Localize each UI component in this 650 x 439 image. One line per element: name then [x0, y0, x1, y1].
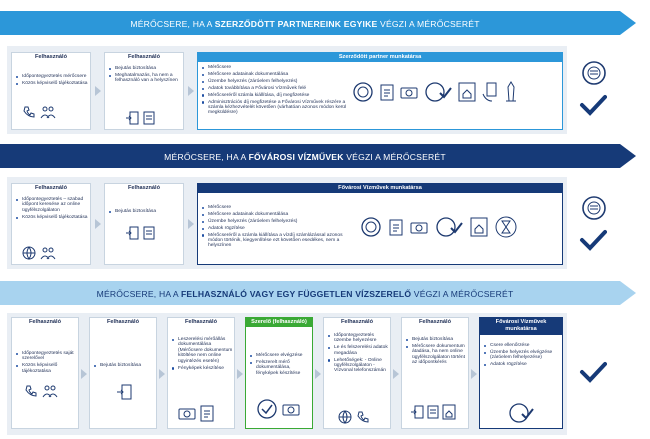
list-item: Bejutás biztosítása	[100, 363, 156, 368]
list-item: Közös képviselő tájékoztatása	[22, 81, 90, 86]
door-icon	[410, 405, 424, 419]
section-2-banner	[0, 141, 650, 171]
list-item: Leszerelési mérőállás dokumentálása (Mérőcsere dokumentum kitöltése nem online ügyintézés esetén)	[178, 337, 233, 364]
card-header: Felhasználó	[34, 54, 68, 60]
document-icon	[143, 111, 155, 125]
s2-card-fv	[197, 183, 563, 265]
section-3-panel	[7, 313, 650, 435]
list-item: Csere ellenőrzése	[490, 343, 562, 348]
section-1-banner	[0, 8, 650, 38]
meter-check-icon	[256, 398, 278, 420]
house-document-icon	[442, 404, 456, 420]
clipboard-icon	[389, 218, 403, 236]
list-item: Mérőcsere adatainak dokumentálása	[208, 212, 358, 217]
result-meter-icon	[581, 60, 607, 86]
list-item: Közös képviselő tájékoztatása	[22, 215, 90, 220]
list-item: Meghatalmazás, ha nem a felhasználó van a helyszínen	[115, 73, 183, 84]
list-item: Bejutás biztosítása	[115, 209, 183, 214]
flow-chevron	[95, 86, 101, 96]
list-item: Fényképek készítése	[178, 366, 234, 371]
s1-card-user-1	[11, 52, 91, 130]
list-item: Mérőcsere	[208, 65, 348, 70]
list-item: Üzembe helyezés (záróelem felhelyezés)	[208, 219, 358, 224]
result-meter-icon	[581, 195, 607, 221]
list-item: Mérőcsere elvégzése	[256, 353, 312, 358]
people-icon	[40, 246, 56, 260]
list-item: Lehetőségek: - Online ügyfélszolgálaton - Vízvonal telefonszámán	[334, 358, 390, 374]
house-document-icon	[458, 82, 476, 102]
meter-check-icon	[435, 216, 463, 238]
list-item: Mérőcsere dokumentum átadása, ha nem online ügyfélszolgálaton történt az időpontkérés	[412, 344, 468, 366]
water-meter-icon	[360, 216, 382, 238]
s3-card-2	[89, 317, 157, 429]
s3-card-7	[479, 317, 563, 429]
s3-card-5	[323, 317, 391, 429]
card-header: Felhasználó	[418, 319, 452, 325]
list-item: Le és felszerelési adatok megadása	[334, 345, 390, 356]
s2-card-user-1	[11, 183, 91, 265]
section-1-panel	[7, 46, 650, 134]
section-1-title: MÉRŐCSERE, HA A SZERZŐDÖTT PARTNEREINK EGYIKE VÉGZI A MÉRŐCSERÉT	[130, 19, 480, 29]
list-item: Mérőcseréről számla kiállítása, díj megfizetése	[208, 93, 348, 98]
s3-card-4	[245, 317, 313, 429]
s1-card-partner	[197, 52, 563, 130]
list-item: Bejutás biztosítása	[115, 66, 183, 71]
s3-card-1	[11, 317, 79, 429]
globe-icon	[22, 246, 36, 260]
phone-icon	[22, 105, 36, 119]
flow-chevron	[159, 369, 165, 379]
meter-check-icon	[508, 402, 534, 424]
document-icon	[427, 405, 439, 419]
flow-chevron	[471, 369, 477, 379]
flow-chevron	[81, 369, 87, 379]
flow-chevron	[393, 369, 399, 379]
card-header: Fővárosi Vízművek munkatársa	[480, 318, 562, 335]
card-header: Felhasználó	[106, 319, 140, 325]
list-item: Mérőcsere	[208, 205, 358, 210]
list-item: Időpontegyeztetés mérőcsere	[22, 74, 90, 79]
section-2-title: MÉRŐCSERE, HA A FŐVÁROSI VÍZMŰVEK VÉGZI A MÉRŐCSERÉT	[164, 152, 446, 162]
list-item: Időpontegyeztetés üzembe helyezésre	[334, 333, 390, 344]
house-document-icon	[470, 217, 488, 237]
flow-chevron	[95, 219, 101, 229]
section-2-panel	[7, 177, 650, 269]
card-header: Szerelő (felhasználó)	[246, 318, 312, 327]
list-item: Üzembe helyezés (záróelem felhelyezés)	[208, 79, 348, 84]
camera-icon	[400, 85, 418, 99]
card-header: Felhasználó	[340, 319, 374, 325]
flow-chevron	[315, 369, 321, 379]
list-item: Adminisztrációs díj megfizetése a Fővárosi Vízművek részére a számla kézhezvételét követően (várhatóan azonos módon kerül megküldésre)	[208, 99, 347, 116]
list-item: Közös képviselő tájékoztatása	[22, 363, 78, 374]
card-header: Felhasználó	[127, 185, 161, 191]
door-icon	[125, 111, 139, 125]
list-item: Időpontegyeztetés saját szerelővel	[22, 351, 78, 362]
s3-card-3	[167, 317, 235, 429]
clipboard-icon	[380, 83, 394, 101]
flow-chevron	[188, 86, 194, 96]
card-header: Felhasználó	[127, 54, 161, 60]
clipboard-icon	[200, 404, 214, 422]
flow-chevron	[188, 219, 194, 229]
s3-card-6	[401, 317, 469, 429]
section-3-banner	[0, 278, 650, 308]
result-check-icon	[579, 229, 607, 251]
card-header: Felhasználó	[34, 185, 68, 191]
card-header: Felhasználó	[28, 319, 62, 325]
phone-icon	[356, 410, 370, 424]
list-item: Mérőcsere adatainak dokumentálása	[208, 72, 348, 77]
list-item: Adatok továbbítása a Fővárosi Vízművek felé	[208, 86, 348, 91]
camera-icon	[178, 406, 196, 420]
card-header: Felhasználó	[184, 319, 218, 325]
door-icon	[125, 226, 139, 240]
document-icon	[143, 226, 155, 240]
hand-card-icon	[482, 82, 498, 102]
water-meter-icon	[352, 81, 374, 103]
list-item: Mérőcseréről a számla kiállítása a vízdíj számlázással azonos módon történik, kiegyenlítése ezt követően esedékes, nem a helyszínen	[208, 233, 358, 249]
camera-icon	[410, 220, 428, 234]
card-header: Szerződött partner munkatársa	[198, 53, 562, 62]
door-icon	[116, 384, 132, 400]
card-header: Fővárosi Vízművek munkatársa	[198, 184, 562, 193]
list-item: Felszerelt mérő dokumentálása, fényképek készítése	[256, 360, 312, 376]
people-icon	[42, 384, 58, 398]
camera-icon	[282, 402, 300, 416]
s2-card-user-2	[104, 183, 184, 265]
flow-chevron	[237, 369, 243, 379]
s1-card-user-2	[104, 52, 184, 130]
result-check-icon	[579, 94, 607, 116]
list-item: Üzembe helyezés elvégzése (záróelem felhelyezése)	[490, 350, 562, 361]
globe-icon	[338, 410, 352, 424]
tower-icon	[504, 81, 518, 103]
list-item: Bejutás biztosítása	[412, 337, 468, 342]
section-3-title: MÉRŐCSERE, HA A FELHASZNÁLÓ VAGY EGY FÜGGETLEN VÍZSZERELŐ VÉGZI A MÉRŐCSERÉT	[96, 289, 514, 299]
list-item: Adatok rögzítése	[208, 226, 358, 231]
people-icon	[40, 105, 56, 119]
result-check-icon	[579, 361, 607, 383]
meter-check-icon	[424, 81, 452, 103]
list-item: Adatok rögzítése	[490, 362, 562, 367]
hourglass-icon	[495, 216, 517, 238]
list-item: Időpontegyeztetés – szabad időpont keresése az online ügyfélszolgálaton	[22, 197, 90, 213]
phone-icon	[24, 384, 38, 398]
